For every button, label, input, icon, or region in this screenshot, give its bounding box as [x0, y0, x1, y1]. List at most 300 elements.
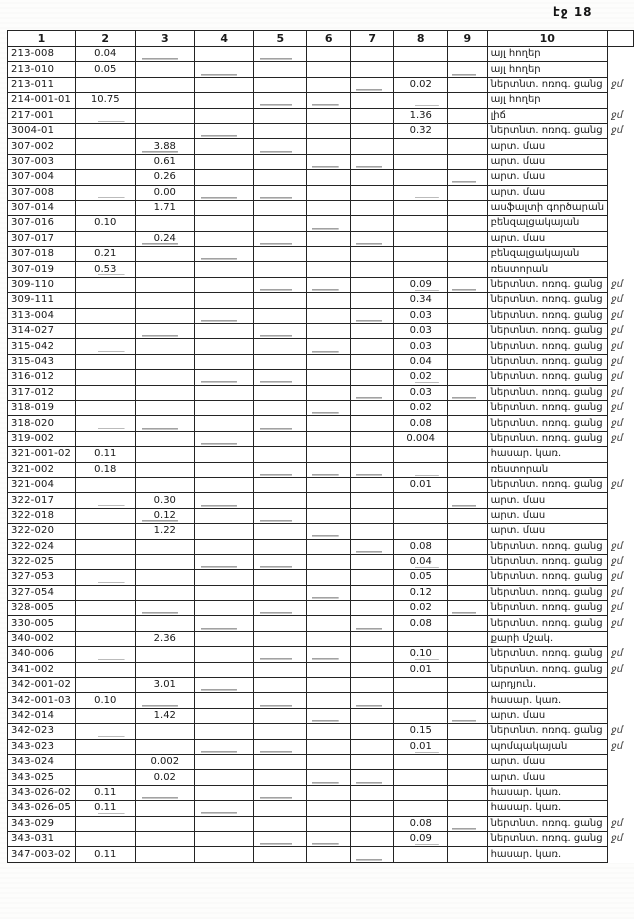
land-use-cell: ներտնտ. ոռոգ. ցանց — [487, 123, 607, 138]
value-cell-col4 — [195, 754, 254, 769]
page-number-label: էջ 18 — [553, 5, 593, 19]
value-cell-col2 — [75, 678, 135, 693]
value-cell-col8 — [394, 247, 448, 262]
margin-note-empty — [608, 785, 634, 800]
value-cell-col3 — [135, 370, 195, 385]
value-cell-col6 — [307, 231, 350, 246]
table-row — [8, 739, 634, 754]
parcel-code-cell: 322-024 — [8, 539, 76, 554]
value-cell-col6 — [307, 93, 350, 108]
value-cell-col3 — [135, 462, 195, 477]
value-cell-col2 — [75, 493, 135, 508]
value-cell-col4 — [195, 539, 254, 554]
value-cell-col9 — [448, 62, 488, 77]
value-cell-col5 — [254, 739, 307, 754]
table-row — [8, 631, 634, 646]
value-cell-col4 — [195, 447, 254, 462]
value-cell-col7 — [350, 185, 393, 200]
value-cell-col5 — [254, 631, 307, 646]
value-cell-col3 — [135, 400, 195, 415]
value-cell-col2 — [75, 708, 135, 723]
value-cell-col3 — [135, 477, 195, 492]
value-cell-col7 — [350, 662, 393, 677]
value-cell-col4 — [195, 801, 254, 816]
value-cell-col3: 0.002 — [135, 754, 195, 769]
column-header-2: 2 — [75, 31, 135, 47]
value-cell-col5 — [254, 847, 307, 862]
table-row — [8, 324, 634, 339]
land-use-cell: ներտնտ. ոռոգ. ցանց — [487, 601, 607, 616]
parcel-code-cell: 213-008 — [8, 47, 76, 62]
value-cell-col3 — [135, 816, 195, 831]
value-cell-col7 — [350, 231, 393, 246]
table-row — [8, 385, 634, 400]
value-cell-col4 — [195, 462, 254, 477]
margin-note: ջմ — [611, 279, 624, 291]
value-cell-col9 — [448, 554, 488, 569]
value-cell-col4 — [195, 62, 254, 77]
value-cell-col6 — [307, 770, 350, 785]
margin-note-empty — [608, 631, 634, 646]
parcel-code-cell: 313-004 — [8, 308, 76, 323]
value-cell-col4 — [195, 200, 254, 215]
land-use-cell: արտ. մաս — [487, 754, 607, 769]
land-use-cell: ներտնտ. ոռոգ. ցանց — [487, 308, 607, 323]
margin-note: ջմ — [611, 325, 624, 337]
value-cell-col4 — [195, 77, 254, 92]
value-cell-col4 — [195, 647, 254, 662]
value-cell-col4 — [195, 524, 254, 539]
parcel-code-cell: 318-020 — [8, 416, 76, 431]
value-cell-col2 — [75, 585, 135, 600]
value-cell-col7 — [350, 462, 393, 477]
value-cell-col5 — [254, 154, 307, 169]
value-cell-col2 — [75, 831, 135, 846]
value-cell-col2 — [75, 123, 135, 138]
value-cell-col8: 0.08 — [394, 816, 448, 831]
value-cell-col4 — [195, 400, 254, 415]
value-cell-col6 — [307, 247, 350, 262]
value-cell-col5 — [254, 339, 307, 354]
value-cell-col6 — [307, 724, 350, 739]
value-cell-col4 — [195, 785, 254, 800]
table-row — [8, 847, 634, 862]
value-cell-col2: 0.10 — [75, 216, 135, 231]
parcel-code-cell: 3004-01 — [8, 123, 76, 138]
value-cell-col2 — [75, 185, 135, 200]
value-cell-col7 — [350, 801, 393, 816]
margin-note: ջմ — [611, 725, 624, 737]
table-row — [8, 662, 634, 677]
parcel-code-cell: 341-002 — [8, 662, 76, 677]
value-cell-col2 — [75, 431, 135, 446]
value-cell-col6 — [307, 262, 350, 277]
value-cell-col5 — [254, 477, 307, 492]
value-cell-col7 — [350, 816, 393, 831]
value-cell-col5 — [254, 801, 307, 816]
table-row — [8, 139, 634, 154]
value-cell-col2 — [75, 277, 135, 292]
land-use-cell: ներտնտ. ոռոգ. ցանց — [487, 293, 607, 308]
value-cell-col9 — [448, 708, 488, 723]
value-cell-col2: 0.05 — [75, 62, 135, 77]
value-cell-col3 — [135, 431, 195, 446]
value-cell-col6 — [307, 123, 350, 138]
value-cell-col6 — [307, 631, 350, 646]
margin-note: ջմ — [611, 540, 624, 552]
value-cell-col4 — [195, 93, 254, 108]
value-cell-col2 — [75, 724, 135, 739]
value-cell-col8: 0.05 — [394, 570, 448, 585]
margin-note: ջմ — [611, 109, 624, 121]
table-row — [8, 708, 634, 723]
value-cell-col6 — [307, 154, 350, 169]
value-cell-col9 — [448, 816, 488, 831]
parcel-code-cell: 213-011 — [8, 77, 76, 92]
value-cell-col9 — [448, 678, 488, 693]
margin-note-empty — [608, 801, 634, 816]
margin-note-empty — [608, 462, 634, 477]
value-cell-col5 — [254, 370, 307, 385]
value-cell-col7 — [350, 493, 393, 508]
parcel-code-cell: 322-018 — [8, 508, 76, 523]
value-cell-col7 — [350, 262, 393, 277]
value-cell-col8: 0.08 — [394, 616, 448, 631]
margin-note-empty — [608, 139, 634, 154]
table-row — [8, 77, 634, 92]
column-header-9: 9 — [448, 31, 488, 47]
value-cell-col3 — [135, 616, 195, 631]
parcel-code-cell: 321-004 — [8, 477, 76, 492]
value-cell-col4 — [195, 570, 254, 585]
value-cell-col9 — [448, 385, 488, 400]
margin-note: ջմ — [611, 617, 624, 629]
value-cell-col4 — [195, 216, 254, 231]
parcel-code-cell: 343-026-02 — [8, 785, 76, 800]
margin-note-empty — [608, 62, 634, 77]
value-cell-col3 — [135, 693, 195, 708]
margin-note: ջմ — [611, 586, 624, 598]
value-cell-col3 — [135, 447, 195, 462]
value-cell-col8: 0.03 — [394, 308, 448, 323]
table-row — [8, 308, 634, 323]
value-cell-col8: 0.08 — [394, 416, 448, 431]
value-cell-col3 — [135, 277, 195, 292]
value-cell-col2 — [75, 754, 135, 769]
value-cell-col8: 0.08 — [394, 539, 448, 554]
value-cell-col3 — [135, 108, 195, 123]
value-cell-col2: 0.04 — [75, 47, 135, 62]
value-cell-col3 — [135, 554, 195, 569]
value-cell-col2 — [75, 631, 135, 646]
margin-note: ջմ — [611, 340, 624, 352]
value-cell-col5 — [254, 170, 307, 185]
value-cell-col5 — [254, 324, 307, 339]
land-register-table — [7, 30, 634, 863]
value-cell-col7 — [350, 554, 393, 569]
margin-note: ջմ — [611, 602, 624, 614]
land-use-cell: արտ. մաս — [487, 493, 607, 508]
parcel-code-cell: 321-002 — [8, 462, 76, 477]
value-cell-col7 — [350, 370, 393, 385]
value-cell-col2 — [75, 293, 135, 308]
value-cell-col2 — [75, 339, 135, 354]
value-cell-col8 — [394, 200, 448, 215]
margin-note-empty — [608, 93, 634, 108]
table-row — [8, 570, 634, 585]
land-use-cell: ներտնտ. ոռոգ. ցանց — [487, 554, 607, 569]
value-cell-col7 — [350, 354, 393, 369]
value-cell-col2: 0.10 — [75, 693, 135, 708]
value-cell-col8 — [394, 170, 448, 185]
parcel-code-cell: 343-026-05 — [8, 801, 76, 816]
margin-note-empty — [608, 154, 634, 169]
value-cell-col2 — [75, 539, 135, 554]
value-cell-col3: 3.88 — [135, 139, 195, 154]
value-cell-col9 — [448, 539, 488, 554]
value-cell-col7 — [350, 216, 393, 231]
table-row — [8, 601, 634, 616]
parcel-code-cell: 343-031 — [8, 831, 76, 846]
value-cell-col8 — [394, 754, 448, 769]
value-cell-col2 — [75, 739, 135, 754]
value-cell-col8 — [394, 678, 448, 693]
value-cell-col5 — [254, 831, 307, 846]
margin-note-empty — [608, 693, 634, 708]
value-cell-col8 — [394, 693, 448, 708]
value-cell-col2 — [75, 354, 135, 369]
value-cell-col2 — [75, 77, 135, 92]
value-cell-col2 — [75, 324, 135, 339]
value-cell-col4 — [195, 339, 254, 354]
value-cell-col4 — [195, 554, 254, 569]
value-cell-col5 — [254, 231, 307, 246]
value-cell-col7 — [350, 739, 393, 754]
table-row — [8, 493, 634, 508]
value-cell-col7 — [350, 847, 393, 862]
parcel-code-cell: 342-001-02 — [8, 678, 76, 693]
table-row — [8, 216, 634, 231]
value-cell-col6 — [307, 816, 350, 831]
value-cell-col9 — [448, 216, 488, 231]
parcel-code-cell: 307-017 — [8, 231, 76, 246]
value-cell-col5 — [254, 785, 307, 800]
value-cell-col4 — [195, 493, 254, 508]
column-header-7: 7 — [350, 31, 393, 47]
land-use-cell: արտ. մաս — [487, 139, 607, 154]
table-row — [8, 539, 634, 554]
land-use-cell: արտ. մաս — [487, 185, 607, 200]
value-cell-col9 — [448, 693, 488, 708]
value-cell-col2 — [75, 524, 135, 539]
value-cell-col9 — [448, 354, 488, 369]
value-cell-col5 — [254, 693, 307, 708]
parcel-code-cell: 309-111 — [8, 293, 76, 308]
margin-note-empty — [608, 170, 634, 185]
value-cell-col7 — [350, 170, 393, 185]
value-cell-col4 — [195, 262, 254, 277]
value-cell-col5 — [254, 108, 307, 123]
value-cell-col6 — [307, 678, 350, 693]
value-cell-col5 — [254, 447, 307, 462]
value-cell-col9 — [448, 801, 488, 816]
table-row — [8, 816, 634, 831]
value-cell-col9 — [448, 739, 488, 754]
margin-note-empty — [608, 216, 634, 231]
parcel-code-cell: 307-004 — [8, 170, 76, 185]
value-cell-col6 — [307, 339, 350, 354]
value-cell-col8 — [394, 770, 448, 785]
margin-note: ջմ — [611, 663, 624, 675]
margin-note: ջմ — [611, 740, 624, 752]
value-cell-col6 — [307, 801, 350, 816]
margin-note-empty — [608, 754, 634, 769]
value-cell-col6 — [307, 370, 350, 385]
table-row — [8, 524, 634, 539]
parcel-code-cell: 342-014 — [8, 708, 76, 723]
value-cell-col7 — [350, 293, 393, 308]
value-cell-col8 — [394, 785, 448, 800]
value-cell-col4 — [195, 678, 254, 693]
value-cell-col5 — [254, 93, 307, 108]
value-cell-col6 — [307, 47, 350, 62]
value-cell-col8 — [394, 62, 448, 77]
table-row — [8, 170, 634, 185]
value-cell-col6 — [307, 508, 350, 523]
parcel-code-cell: 322-025 — [8, 554, 76, 569]
column-header-6: 6 — [307, 31, 350, 47]
value-cell-col6 — [307, 293, 350, 308]
value-cell-col3 — [135, 831, 195, 846]
value-cell-col8 — [394, 139, 448, 154]
value-cell-col8 — [394, 47, 448, 62]
value-cell-col7 — [350, 754, 393, 769]
land-use-cell: ներտնտ. ոռոգ. ցանց — [487, 647, 607, 662]
value-cell-col6 — [307, 847, 350, 862]
value-cell-col2: 0.11 — [75, 801, 135, 816]
parcel-code-cell: 315-042 — [8, 339, 76, 354]
value-cell-col6 — [307, 354, 350, 369]
value-cell-col5 — [254, 678, 307, 693]
value-cell-col9 — [448, 200, 488, 215]
value-cell-col3 — [135, 539, 195, 554]
margin-note-empty — [608, 493, 634, 508]
value-cell-col5 — [254, 585, 307, 600]
table-row — [8, 247, 634, 262]
land-use-cell: ներտնտ. ոռոգ. ցանց — [487, 539, 607, 554]
value-cell-col2: 0.11 — [75, 847, 135, 862]
parcel-code-cell: 214-001-01 — [8, 93, 76, 108]
land-use-cell: այլ հողեր — [487, 62, 607, 77]
value-cell-col6 — [307, 447, 350, 462]
value-cell-col7 — [350, 400, 393, 415]
value-cell-col9 — [448, 493, 488, 508]
parcel-code-cell: 340-006 — [8, 647, 76, 662]
margin-note: ջմ — [611, 833, 624, 845]
land-use-cell: բենզալցակայան — [487, 216, 607, 231]
margin-note: ջմ — [611, 479, 624, 491]
value-cell-col5 — [254, 247, 307, 262]
parcel-code-cell: 342-001-03 — [8, 693, 76, 708]
value-cell-col5 — [254, 724, 307, 739]
value-cell-col7 — [350, 678, 393, 693]
table-row — [8, 508, 634, 523]
value-cell-col8 — [394, 462, 448, 477]
value-cell-col5 — [254, 570, 307, 585]
value-cell-col3: 0.61 — [135, 154, 195, 169]
value-cell-col7 — [350, 508, 393, 523]
value-cell-col4 — [195, 324, 254, 339]
parcel-code-cell: 307-016 — [8, 216, 76, 231]
parcel-code-cell: 315-043 — [8, 354, 76, 369]
value-cell-col6 — [307, 277, 350, 292]
value-cell-col9 — [448, 585, 488, 600]
land-use-cell: ներտնտ. ոռոգ. ցանց — [487, 616, 607, 631]
value-cell-col4 — [195, 370, 254, 385]
table-row — [8, 801, 634, 816]
value-cell-col3 — [135, 785, 195, 800]
value-cell-col5 — [254, 647, 307, 662]
parcel-code-cell: 330-005 — [8, 616, 76, 631]
value-cell-col9 — [448, 370, 488, 385]
value-cell-col6 — [307, 416, 350, 431]
margin-note: ջմ — [611, 78, 624, 90]
value-cell-col3 — [135, 847, 195, 862]
value-cell-col2 — [75, 170, 135, 185]
value-cell-col9 — [448, 339, 488, 354]
margin-note-empty — [608, 678, 634, 693]
value-cell-col4 — [195, 739, 254, 754]
value-cell-col4 — [195, 123, 254, 138]
land-use-cell: պոմպակայան — [487, 739, 607, 754]
value-cell-col8: 0.01 — [394, 477, 448, 492]
table-row — [8, 123, 634, 138]
value-cell-col4 — [195, 631, 254, 646]
parcel-code-cell: 316-012 — [8, 370, 76, 385]
value-cell-col5 — [254, 816, 307, 831]
value-cell-col8 — [394, 708, 448, 723]
value-cell-col6 — [307, 601, 350, 616]
value-cell-col2 — [75, 139, 135, 154]
value-cell-col7 — [350, 93, 393, 108]
margin-note: ջմ — [611, 571, 624, 583]
value-cell-col8 — [394, 262, 448, 277]
value-cell-col3: 1.71 — [135, 200, 195, 215]
margin-note-empty — [608, 200, 634, 215]
table-row — [8, 431, 634, 446]
table-row — [8, 262, 634, 277]
value-cell-col8: 0.02 — [394, 77, 448, 92]
table-row — [8, 754, 634, 769]
value-cell-col9 — [448, 324, 488, 339]
value-cell-col5 — [254, 601, 307, 616]
value-cell-col7 — [350, 108, 393, 123]
value-cell-col7 — [350, 339, 393, 354]
value-cell-col2 — [75, 554, 135, 569]
margin-note-empty — [608, 447, 634, 462]
value-cell-col5 — [254, 539, 307, 554]
land-use-cell: ներտնտ. ոռոգ. ցանց — [487, 370, 607, 385]
value-cell-col6 — [307, 739, 350, 754]
value-cell-col9 — [448, 662, 488, 677]
land-use-cell: ներտնտ. ոռոգ. ցանց — [487, 662, 607, 677]
value-cell-col7 — [350, 601, 393, 616]
value-cell-col4 — [195, 616, 254, 631]
value-cell-col3: 0.30 — [135, 493, 195, 508]
margin-note: ջմ — [611, 371, 624, 383]
column-header-1: 1 — [8, 31, 76, 47]
value-cell-col2 — [75, 647, 135, 662]
